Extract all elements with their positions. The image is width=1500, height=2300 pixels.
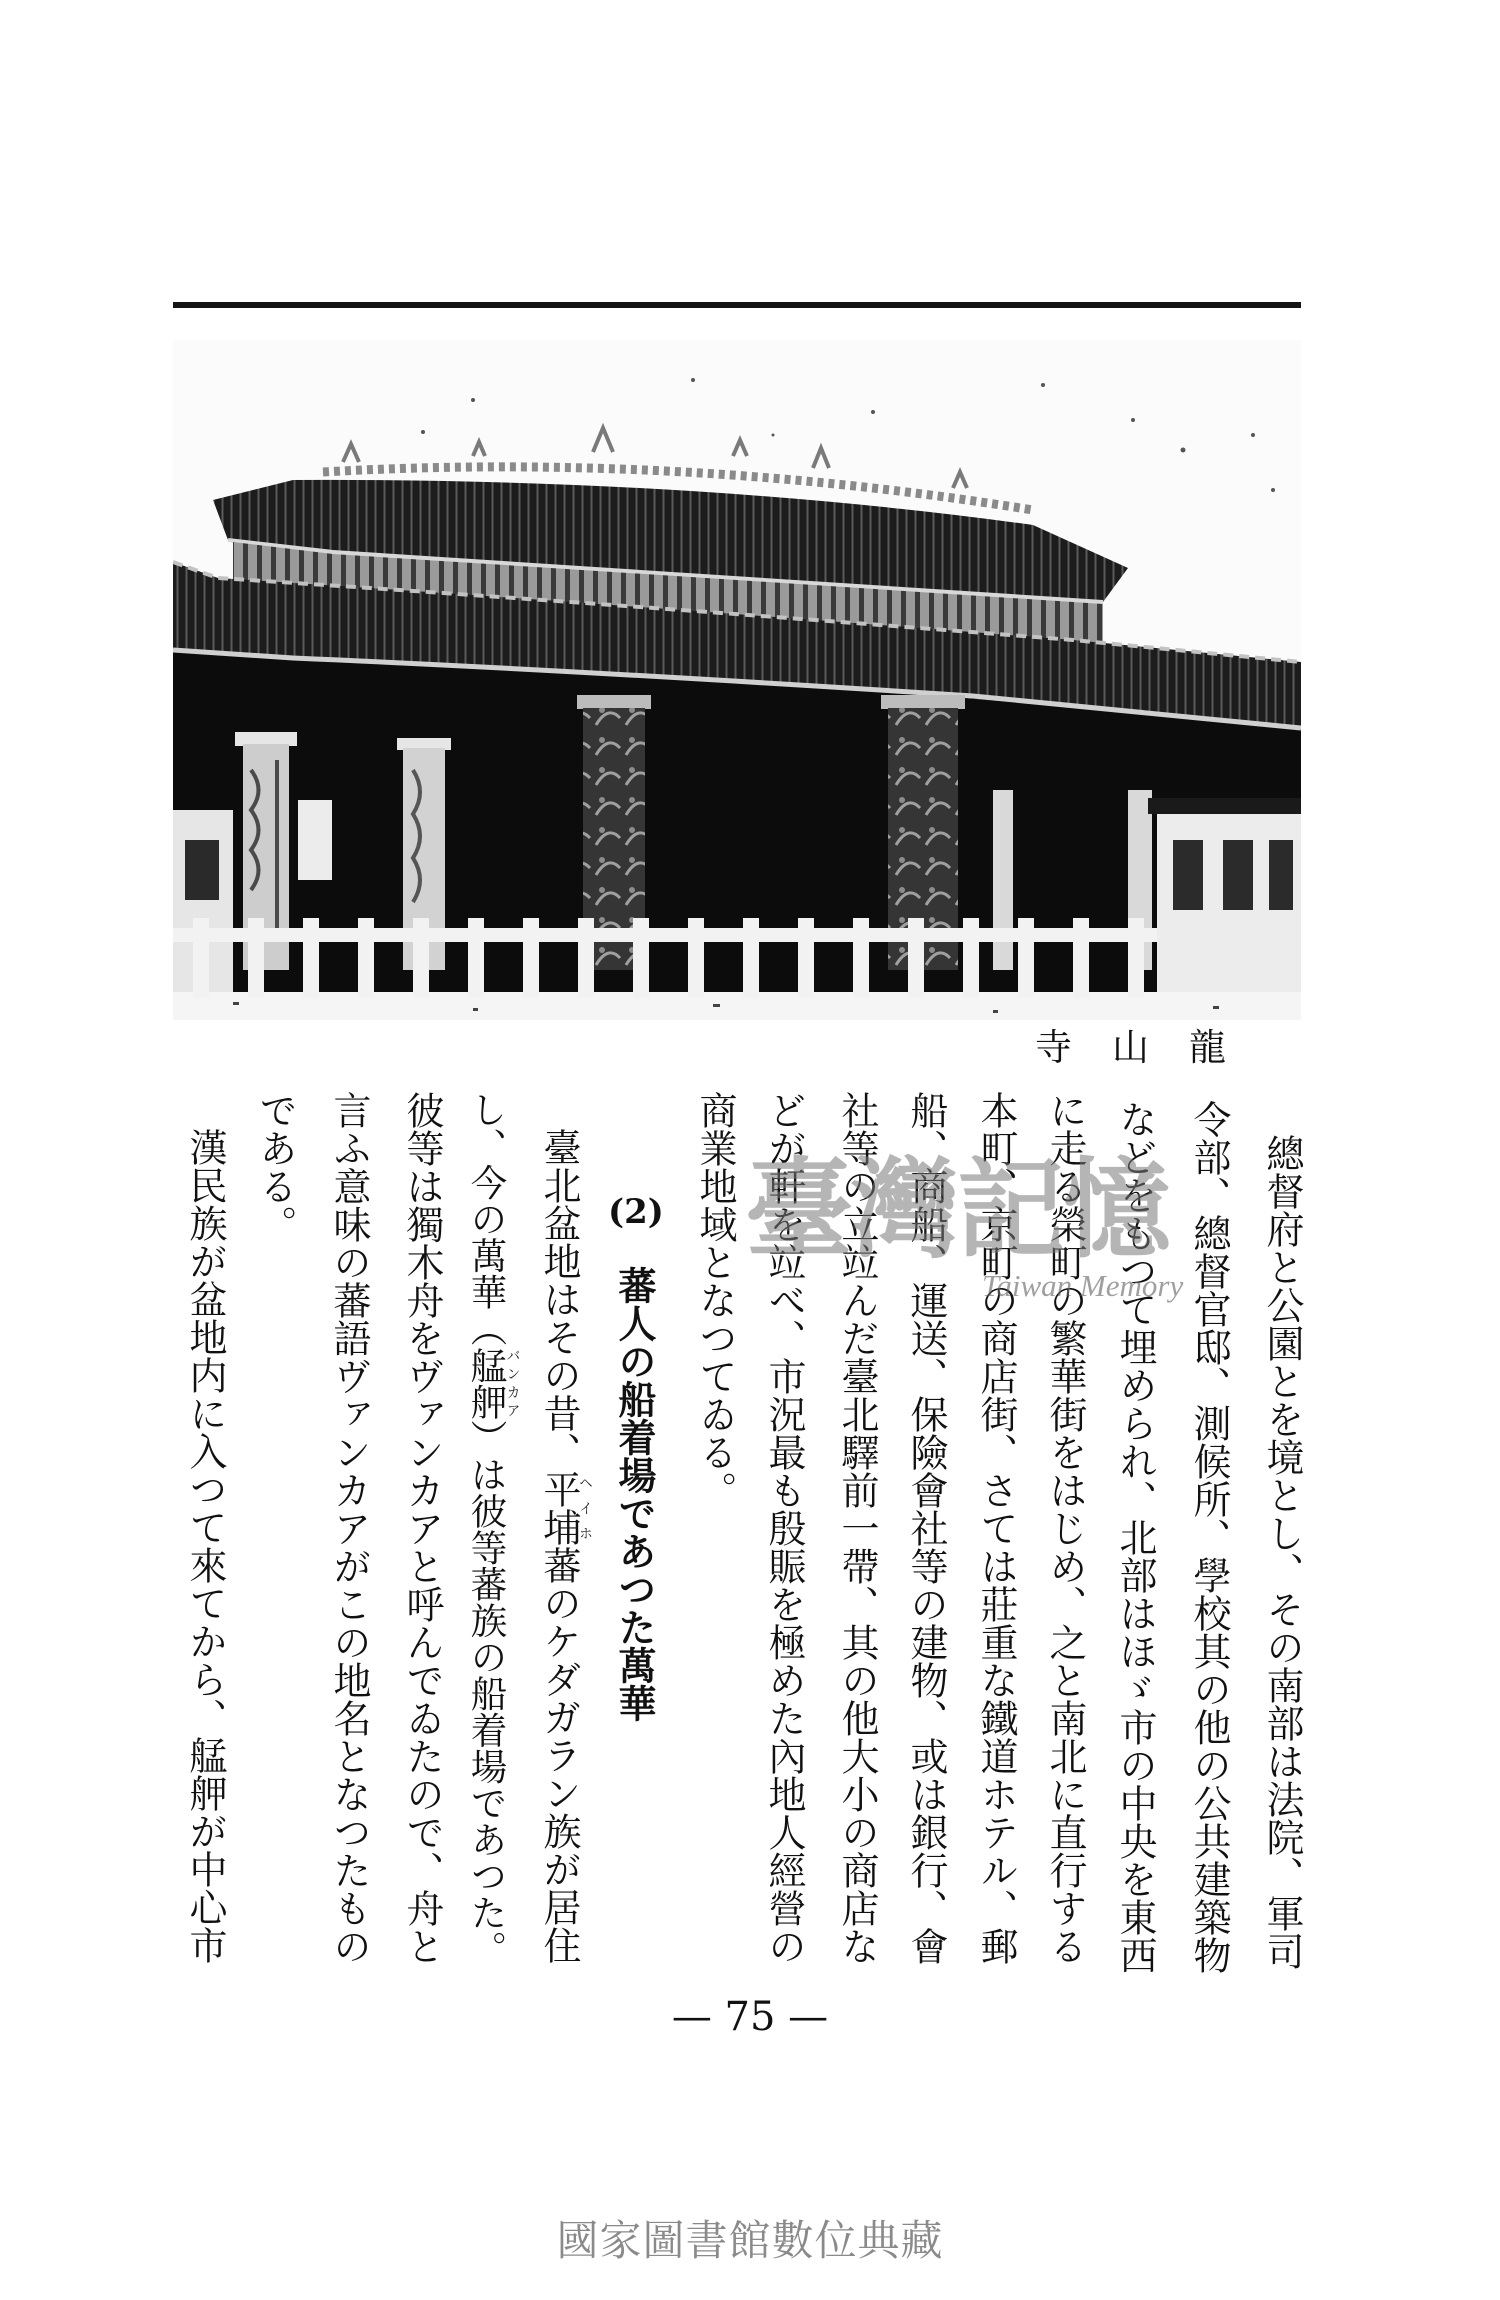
section-number: (2) bbox=[608, 1192, 664, 1232]
balustrade-post bbox=[743, 918, 759, 998]
ruby-base: 平埔 bbox=[537, 1470, 581, 1546]
ruby-annotation bbox=[537, 1470, 593, 1546]
ruby-annotation bbox=[465, 1346, 521, 1420]
watermark-subtitle: Taiwan Memory bbox=[982, 1268, 1184, 1303]
balustrade-post bbox=[633, 918, 649, 998]
balustrade-post bbox=[688, 918, 704, 998]
text-column-14: 言ふ意味の蕃語ヴァンカアがこの地名となつたもの bbox=[327, 1091, 371, 1965]
ruby-reading: バンカア bbox=[504, 1346, 521, 1420]
balustrade-post bbox=[303, 918, 319, 998]
section-heading: 蕃人の船着場であつた萬華 bbox=[612, 1266, 657, 1722]
text-column-2: 令部、總督官邸、測候所、學校其の他の公共建築物 bbox=[1187, 1100, 1231, 1974]
text-column-16: 漢民族が盆地内に入つて來てから、艋舺が中心市 bbox=[183, 1128, 227, 1964]
side-building bbox=[1148, 798, 1301, 1010]
balustrade-post bbox=[578, 918, 594, 998]
longshan-temple-photo bbox=[173, 340, 1301, 1020]
text-column-12 bbox=[463, 1091, 520, 1967]
photo-caption: 龍山寺 bbox=[1035, 1026, 1266, 1069]
text-column-11 bbox=[536, 1128, 592, 1964]
balustrade-post bbox=[963, 918, 979, 998]
balustrade-post bbox=[853, 918, 869, 998]
balustrade-rail bbox=[173, 928, 1157, 942]
balustrade-post bbox=[358, 918, 374, 998]
balustrade-post bbox=[248, 918, 264, 998]
balustrade-post bbox=[1128, 918, 1144, 998]
archive-footer: 國家圖書館數位典藏 bbox=[556, 2216, 944, 2265]
text-segment: 臺北盆地はその昔、 bbox=[537, 1128, 581, 1470]
text-column-15: である。 bbox=[253, 1091, 297, 1243]
text-column-3: などをもつて埋められ、北部はほゞ市の中央を東西 bbox=[1113, 1100, 1157, 1974]
text-column-6: 船、商船、運送、保險會社等の建物、或は銀行、會 bbox=[904, 1091, 948, 1965]
ruby-reading: ヘイホ bbox=[577, 1470, 593, 1546]
text-column-13: 彼等は獨木舟をヴァンカアと呼んでゐたので、舟と bbox=[400, 1091, 444, 1965]
text-segment: し、今の萬華（ bbox=[465, 1091, 508, 1347]
light-column bbox=[993, 790, 1013, 970]
page-number: — 75 — bbox=[671, 1994, 829, 2040]
balustrade-post bbox=[1018, 918, 1034, 998]
top-rule bbox=[173, 302, 1301, 308]
balustrade-post bbox=[193, 918, 209, 998]
balustrade-post bbox=[468, 918, 484, 998]
balustrade-post bbox=[1073, 918, 1089, 998]
text-column-9: 商業地域となつてゐる。 bbox=[693, 1091, 737, 1509]
balustrade-post bbox=[523, 918, 539, 998]
watermark-title: 臺灣記憶 bbox=[745, 1147, 1170, 1273]
balustrade-post bbox=[413, 918, 429, 998]
ruby-base: 艋舺 bbox=[465, 1346, 508, 1420]
balustrade-post bbox=[798, 918, 814, 998]
text-segment: ）は彼等蕃族の船着場であつた。 bbox=[465, 1419, 508, 1967]
text-column-1: 總督府と公園とを境とし、その南部は法院、軍司 bbox=[1260, 1134, 1304, 1970]
text-column-5: 本町、京町の商店街、さては莊重な鐵道ホテル、郵 bbox=[974, 1091, 1018, 1965]
balustrade-post bbox=[908, 918, 924, 998]
text-column-4: に走る榮町の繁華街をはじめ、之と南北に直行する bbox=[1043, 1091, 1087, 1965]
stone-lantern bbox=[298, 800, 332, 880]
text-segment: 蕃のケダガラン族が居住 bbox=[537, 1546, 581, 1964]
text-column-7: 社等の立竝んだ臺北驛前一帶、其の他大小の商店な bbox=[835, 1091, 879, 1965]
text-column-8: どが軒を竝べ、市況最も殷賑を極めた內地人經營の bbox=[762, 1091, 806, 1965]
